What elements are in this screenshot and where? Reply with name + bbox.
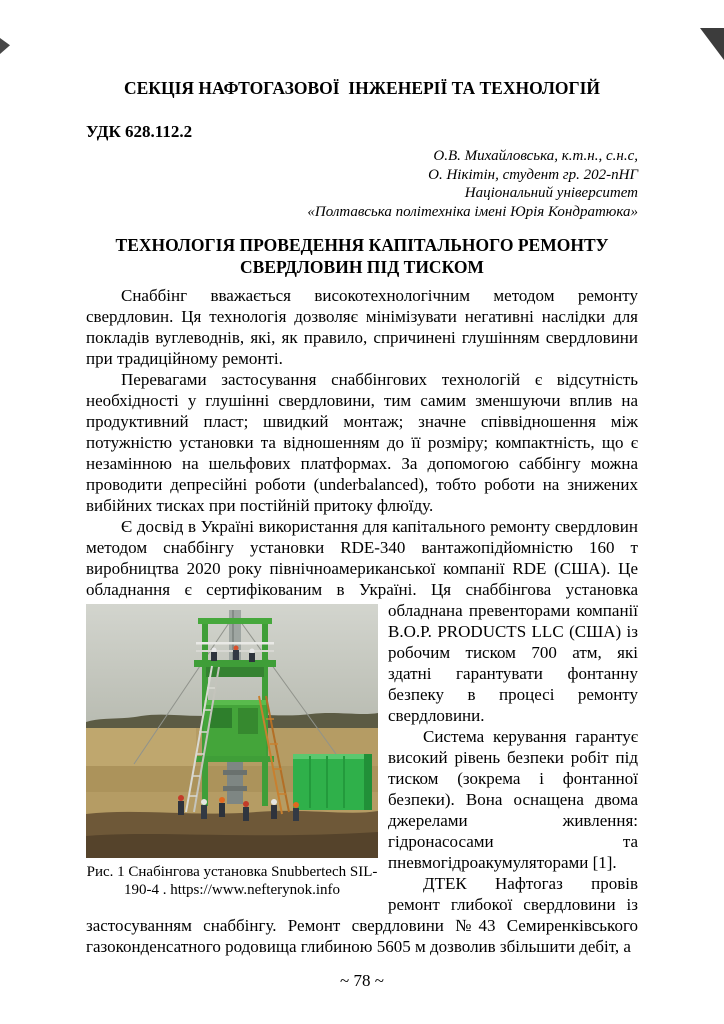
paragraph-3-text-after: установка обладнана превенторами компанії B.O.P. PRODUCTS LLC (США) із робочим тиском 700 атм, які здатні гарантувати фонтанну безпеку в процесі ремонту свердловини.: [388, 580, 638, 725]
photo-foreground: [86, 811, 378, 858]
paragraph-5: ДТЕК Нафтогаз провів ремонт глибокої свердловини із застосуванням снаббінгу. Ремонт свердловини №43 Семиренківського газоконденсатного родовища глибиною 5605 м дозволив збільшити дебіт, а: [86, 874, 638, 956]
udc-code: УДК 628.112.2: [86, 122, 193, 141]
page-number: ~ 78 ~: [340, 971, 384, 990]
affiliation-line: «Полтавська політехніка імені Юрія Кондратюка»: [307, 203, 638, 220]
scan-artifact-top-right: [700, 28, 724, 60]
paragraph-2: Перевагами застосування снаббінгових технологій є відсутність необхідності у глушінні свердловини, тим самим зменшуючи вплив на продуктивний пласт; швидкий монтаж; значне співвідношення між потужністю установки та відношенням до її розміру; компактність, що є незамінною на шельфових платформах. За допомогою саббінгу можна проводити депресійні роботи (underbalanced), тобто роботи на знижених вибійних тисках при постійній притоку флюїду.: [86, 370, 638, 515]
paragraph-3-text-before: Є досвід в Україні використання для капітального ремонту свердловин методом снаббінгу установки RDE-340 вантажопідйомністю 160 т виробництва 2020 року північноамериканської компанії RDE (США). Це обладнання є сертифікованим в Україні. Ця снаббінгова: [86, 517, 638, 599]
affiliation-line: Національний університет: [464, 185, 638, 201]
article-title: ТЕХНОЛОГІЯ ПРОВЕДЕННЯ КАПІТАЛЬНОГО РЕМОНТУ СВЕРДЛОВИН ПІД ТИСКОМ: [115, 235, 609, 277]
authors-block: [86, 147, 638, 221]
section-title: СЕКЦІЯ НАФТОГАЗОВОЇ ІНЖЕНЕРІЇ ТА ТЕХНОЛОГІЙ: [123, 78, 601, 98]
figure-caption: Рис. 1 Снабінгова установка Snubbertech SIL-190-4 . https://www.nefterynok.info: [86, 864, 378, 898]
scan-artifact-top-left: [0, 38, 10, 54]
photo-container: [293, 754, 372, 810]
author-line: О.В. Михайловська, к.т.н., с.н.с,: [433, 148, 638, 164]
author-line: О. Нікітін, студент гр. 202-пНГ: [428, 166, 638, 183]
paragraph-1: Снаббінг вважається високотехнологічним методом ремонту свердловин. Ця технологія дозволяє мінімізувати негативні наслідки для покладів вуглеводнів, які, як правило, спричинені глушінням свердловини при традиційному ремонті.: [86, 286, 638, 368]
paragraph-4: Система керування гарантує високий рівень безпеки робіт під тиском (зокрема і фонтанної безпеки). Вона оснащена двома джерелами живлення: гідронасосами та пневмогідроакумуляторами [1].: [388, 727, 638, 872]
figure-image: [86, 604, 378, 858]
figure-1: [86, 604, 378, 899]
